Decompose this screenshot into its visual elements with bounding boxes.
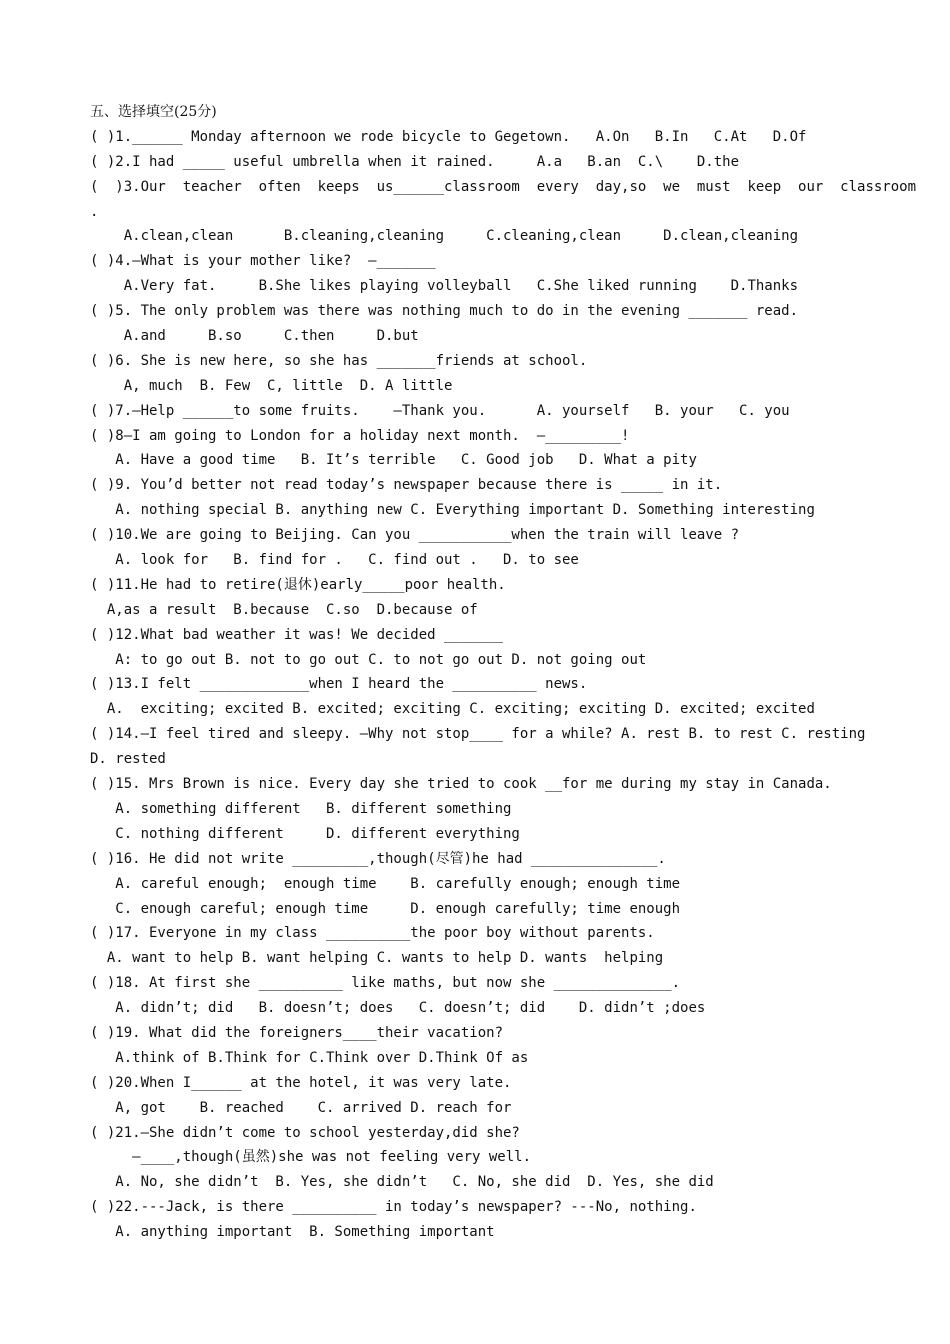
worksheet-line: ( )4.—What is your mother like? —_______ — [90, 253, 436, 270]
worksheet-line: ( )10.We are going to Beijing. Can you ___________when the train will leave ? — [90, 527, 740, 544]
worksheet-line: A, got B. reached C. arrived D. reach for — [90, 1099, 512, 1116]
worksheet-line: A. exciting; excited B. excited; exciting C. exciting; exciting D. excited; excited — [90, 701, 815, 718]
worksheet-line: A. Have a good time B. It’s terrible C. Good job D. What a pity — [90, 452, 697, 469]
worksheet-line: A. No, she didn’t B. Yes, she didn’t C. No, she did D. Yes, she did — [90, 1174, 714, 1191]
worksheet-line: A. nothing special B. anything new C. Everything important D. Something interesting — [90, 502, 815, 519]
worksheet-line: ( )17. Everyone in my class __________the poor boy without parents. — [90, 925, 655, 942]
worksheet-line: A. anything important B. Something important — [90, 1224, 495, 1241]
worksheet-line: A. want to help B. want helping C. wants to help D. wants helping — [90, 950, 664, 967]
section-title: 五、选择填空(25分) — [90, 104, 217, 120]
worksheet-line: A, much B. Few C, little D. A little — [90, 377, 453, 394]
worksheet-line: ( )20.When I______ at the hotel, it was very late. — [90, 1074, 512, 1091]
worksheet-line: A.think of B.Think for C.Think over D.Think Of as — [90, 1049, 529, 1066]
worksheet-line: A.Very fat. B.She likes playing volleyball C.She liked running D.Thanks — [90, 278, 799, 295]
worksheet-line: —____,though(虽然)she was not feeling very well. — [90, 1149, 532, 1166]
worksheet-line: ( )22.---Jack, is there __________ in today’s newspaper? ---No, nothing. — [90, 1199, 697, 1216]
worksheet-line: ( )3.Our teacher often keeps us______classroom every day,so we must keep our classroom — [90, 178, 917, 195]
worksheet-line: ( )11.He had to retire(退休)early_____poor health. — [90, 576, 506, 593]
worksheet-line: ( )21.—She didn’t come to school yesterday,did she? — [90, 1124, 520, 1141]
worksheet-line: A,as a result B.because C.so D.because of — [90, 601, 478, 618]
worksheet-line: A. look for B. find for . C. find out . D. to see — [90, 552, 579, 569]
worksheet-line: ( )15. Mrs Brown is nice. Every day she tried to cook __for me during my stay in Canada. — [90, 776, 832, 793]
worksheet-line: D. rested — [90, 751, 166, 768]
worksheet-line: ( )12.What bad weather it was! We decided _______ — [90, 626, 504, 643]
question-list — [90, 125, 917, 1245]
worksheet-line: ( )13.I felt _____________when I heard the __________ news. — [90, 676, 588, 693]
worksheet-line: A.and B.so C.then D.but — [90, 328, 419, 345]
worksheet-line: ( )5. The only problem was there was nothing much to do in the evening _______ read. — [90, 303, 799, 320]
worksheet-line: A. didn’t; did B. doesn’t; does C. doesn’t; did D. didn’t ;does — [90, 1000, 706, 1017]
worksheet-line: ( )2.I had _____ useful umbrella when it rained. A.a B.an C.\ D.the — [90, 153, 740, 170]
worksheet-line: ( )19. What did the foreigners____their vacation? — [90, 1024, 504, 1041]
worksheet-line: ( )16. He did not write _________,though(尽管)he had _______________. — [90, 850, 666, 867]
worksheet-line: ( )7.—Help ______to some fruits. —Thank you. A. yourself B. your C. you — [90, 402, 790, 419]
worksheet-line: ( )1.______ Monday afternoon we rode bicycle to Gegetown. A.On B.In C.At D.Of — [90, 128, 807, 145]
worksheet-line: C. nothing different D. different everything — [90, 825, 520, 842]
worksheet-line: A. careful enough; enough time B. carefully enough; enough time — [90, 875, 681, 892]
worksheet-line: ( )6. She is new here, so she has _______friends at school. — [90, 352, 588, 369]
worksheet-line: A. something different B. different something — [90, 800, 512, 817]
worksheet-line: A.clean,clean B.cleaning,cleaning C.cleaning,clean D.clean,cleaning — [90, 228, 799, 245]
worksheet-line: . — [90, 203, 99, 220]
worksheet-line: ( )8—I am going to London for a holiday next month. —_________! — [90, 427, 630, 444]
worksheet-line: A: to go out B. not to go out C. to not go out D. not going out — [90, 651, 647, 668]
worksheet-line: C. enough careful; enough time D. enough carefully; time enough — [90, 900, 681, 917]
worksheet-line: ( )14.—I feel tired and sleepy. —Why not stop____ for a while? A. rest B. to rest C. resting — [90, 726, 866, 743]
worksheet — [90, 100, 917, 1245]
worksheet-line: ( )18. At first she __________ like maths, but now she ______________. — [90, 975, 681, 992]
worksheet-line: ( )9. You’d better not read today’s newspaper because there is _____ in it. — [90, 477, 723, 494]
